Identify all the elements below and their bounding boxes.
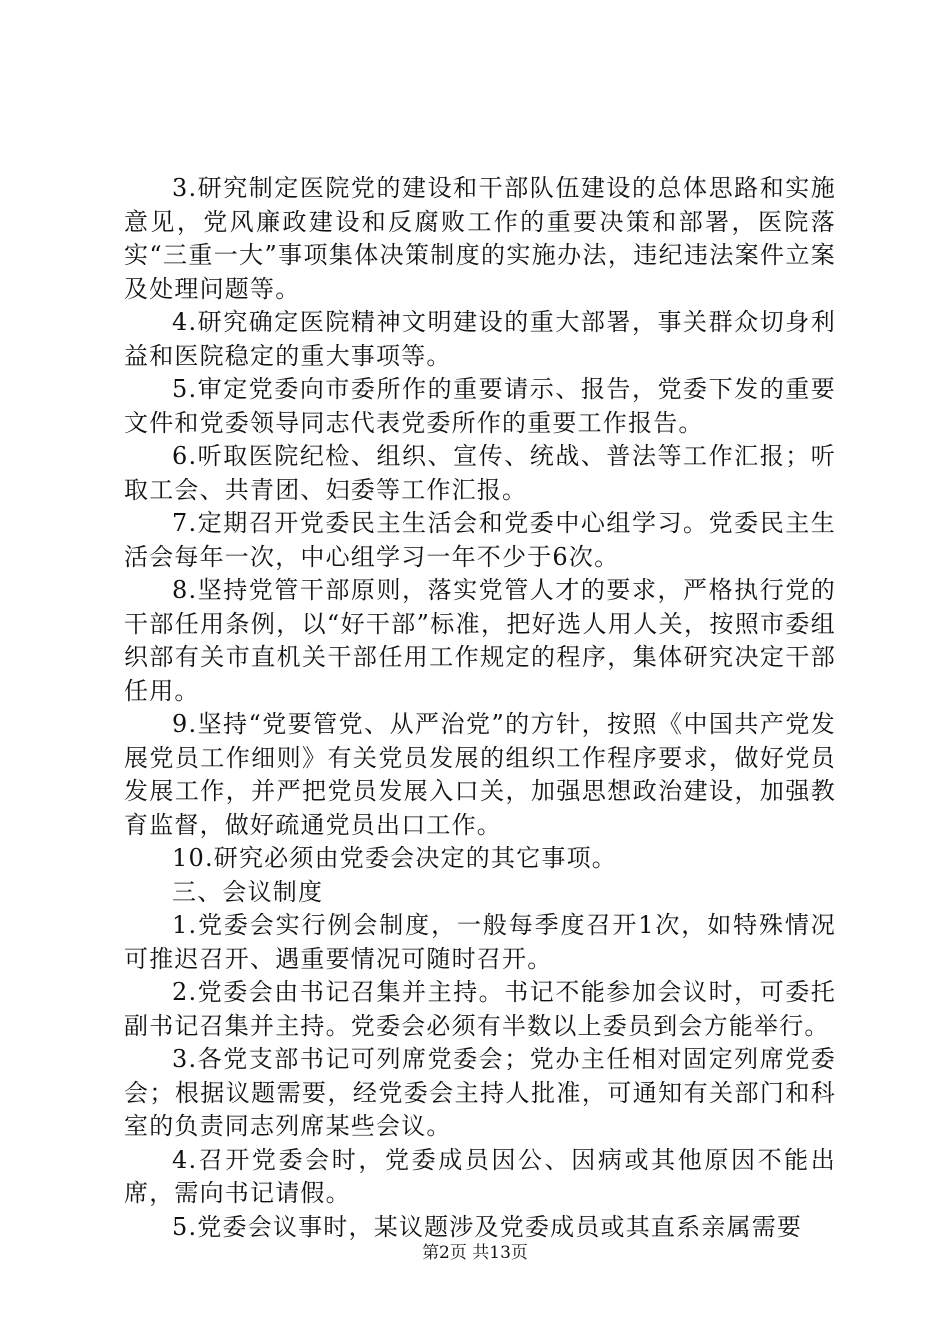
page-number-footer: 第2页 共13页: [422, 1243, 528, 1263]
paragraph-item-7: 7.定期召开党委民主生活会和党委中心组学习。党委民主生活会每年一次，中心组学习一年不少于6次。: [124, 509, 836, 571]
meeting-rule-5: 5.党委会议事时，某议题涉及党委成员或其直系亲属需要: [172, 1212, 803, 1241]
document-body: [124, 172, 836, 1244]
paragraph-item-10: 10.研究必须由党委会决定的其它事项。: [172, 844, 617, 872]
meeting-rule-3: 3.各党支部书记可列席党委会；党办主任相对固定列席党委会；根据议题需要，经党委会主持人批准，可通知有关部门和科室的负责同志列席某些会议。: [124, 1045, 836, 1140]
section-heading: 三、会议制度: [172, 877, 324, 906]
paragraph-item-4: 4.研究确定医院精神文明建设的重大部署，事关群众切身利益和医院稳定的重大事项等。: [124, 308, 836, 370]
meeting-rule-4: 4.召开党委会时，党委成员因公、因病或其他原因不能出席，需向书记请假。: [124, 1145, 836, 1207]
paragraph-item-3: 3.研究制定医院党的建设和干部队伍建设的总体思路和实施意见，党风廉政建设和反腐败工作的重要决策和部署，医院落实“三重一大”事项集体决策制度的实施办法，违纪违法案件立案及处理问题等。: [124, 174, 836, 303]
paragraph-item-6: 6.听取医院纪检、组织、宣传、统战、普法等工作汇报；听取工会、共青团、妇委等工作汇报。: [124, 442, 836, 504]
paragraph-item-5: 5.审定党委向市委所作的重要请示、报告，党委下发的重要文件和党委领导同志代表党委所作的重要工作报告。: [124, 375, 836, 437]
paragraph-item-8: 8.坚持党管干部原则，落实党管人才的要求，严格执行党的干部任用条例，以“好干部”标准，把好选人用人关，按照市委组织部有关市直机关干部任用工作规定的程序，集体研究决定干部任用。: [124, 576, 836, 705]
meeting-rule-2: 2.党委会由书记召集并主持。书记不能参加会议时，可委托副书记召集并主持。党委会必须有半数以上委员到会方能举行。: [124, 978, 836, 1040]
paragraph-item-9: 9.坚持“党要管党、从严治党”的方针，按照《中国共产党发展党员工作细则》有关党员发展的组织工作程序要求，做好党员发展工作，并严把党员发展入口关，加强思想政治建设，加强教育监督，做好疏通党员出口工作。: [124, 710, 836, 839]
meeting-rule-1: 1.党委会实行例会制度，一般每季度召开1次，如特殊情况可推迟召开、遇重要情况可随时召开。: [124, 911, 836, 973]
